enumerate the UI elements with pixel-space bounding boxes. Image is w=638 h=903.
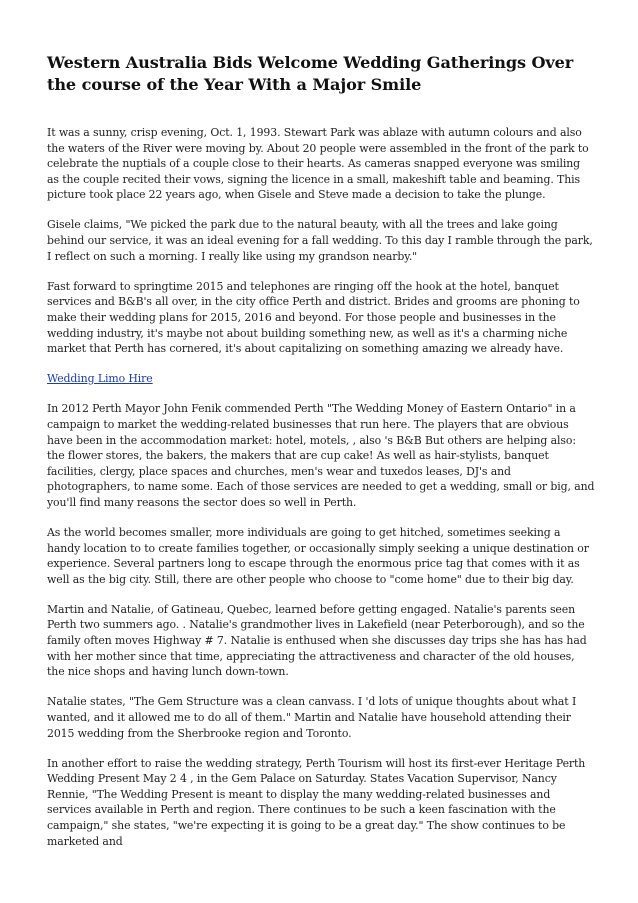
document-title: Western Australia Bids Welcome Wedding Gatherings Over the course of the Year With a Major Smile bbox=[47, 53, 574, 94]
paragraph-7: Natalie states, "The Gem Structure was a clean canvass. I 'd lots of unique thoughts about what I wanted, and it allowed me to do all of them." Martin and Natalie have household attending their 2015 wedding from the Sherbrooke region and Toronto. bbox=[47, 695, 577, 740]
paragraph-1: It was a sunny, crisp evening, Oct. 1, 1993. Stewart Park was ablaze with autumn colours and also the waters of the River were moving by. About 20 people were assembled in the front of the park to celebrate the nuptials of a couple close to their hearts. As cameras snapped everyone was smiling as the couple recited their vows, signing the licence in a small, makeshift table and beaming. This picture took place 22 years ago, when Gisele and Steve made a decision to take the plunge. bbox=[47, 126, 589, 202]
paragraph-5: As the world becomes smaller, more individuals are going to get hitched, sometimes seeking a handy location to to create families together, or occasionally simply seeking a unique destination or experience. Several partners long to escape through the enormous price tag that comes with it as well as the big city. Still, there are other people who choose to "come home" due to their big day. bbox=[47, 525, 589, 586]
paragraph-2: Gisele claims, "We picked the park due to the natural beauty, with all the trees and lake going behind our service, it was an ideal evening for a fall wedding. To this day I ramble through the park, I reflect on such a morning. I really like using my grandson nearby." bbox=[47, 218, 593, 263]
paragraph-4: In 2012 Perth Mayor John Fenik commended Perth "The Wedding Money of Eastern Ontario" in a campaign to market the wedding-related businesses that run here. The players that are obvious have been in the accommodation market: hotel, motels, , also 's B&B But others are helping also: the flower stores, the bakers, the makers that are cup cake! As well as hair-stylists, banquet facilities, clergy, place spaces and churches, men's wear and tuxedos leases, DJ's and photographers, to name some. Each of those services are needed to get a wedding, small or big, and you'll find many reasons the sector does so well in Perth. bbox=[47, 402, 595, 509]
document-page bbox=[47, 52, 595, 864]
link-paragraph bbox=[47, 371, 595, 387]
paragraph-8: In another effort to raise the wedding strategy, Perth Tourism will host its first-ever Heritage Perth Wedding Present May 2 4 , in the Gem Palace on Saturday. States Vacation Supervisor, Nancy Rennie, "The Wedding Present is meant to display the many wedding-related businesses and services available in Perth and region. There continues to be such a keen fascination with the campaign," she states, "we're expecting it is going to be a great day." The show continues to be marketed and bbox=[47, 756, 586, 848]
wedding-limo-hire-link[interactable]: Wedding Limo Hire bbox=[47, 372, 153, 386]
paragraph-3: Fast forward to springtime 2015 and telephones are ringing off the hook at the hotel, banquet services and B&B's all over, in the city office Perth and district. Brides and grooms are phoning to make their wedding plans for 2015, 2016 and beyond. For those people and businesses in the wedding industry, it's maybe not about building something new, as well as it's a charming niche market that Perth has cornered, it's about capitalizing on something amazing we already have. bbox=[47, 279, 580, 356]
paragraph-6: Martin and Natalie, of Gatineau, Quebec, learned before getting engaged. Natalie's parents seen Perth two summers ago. . Natalie's grandmother lives in Lakefield (near Peterborough), and so the family often moves Highway # 7. Natalie is enthused when she discusses day trips she has has had with her mother since that time, appreciating the attractiveness and character of the old houses, the nice shops and having lunch down-town. bbox=[47, 602, 587, 679]
